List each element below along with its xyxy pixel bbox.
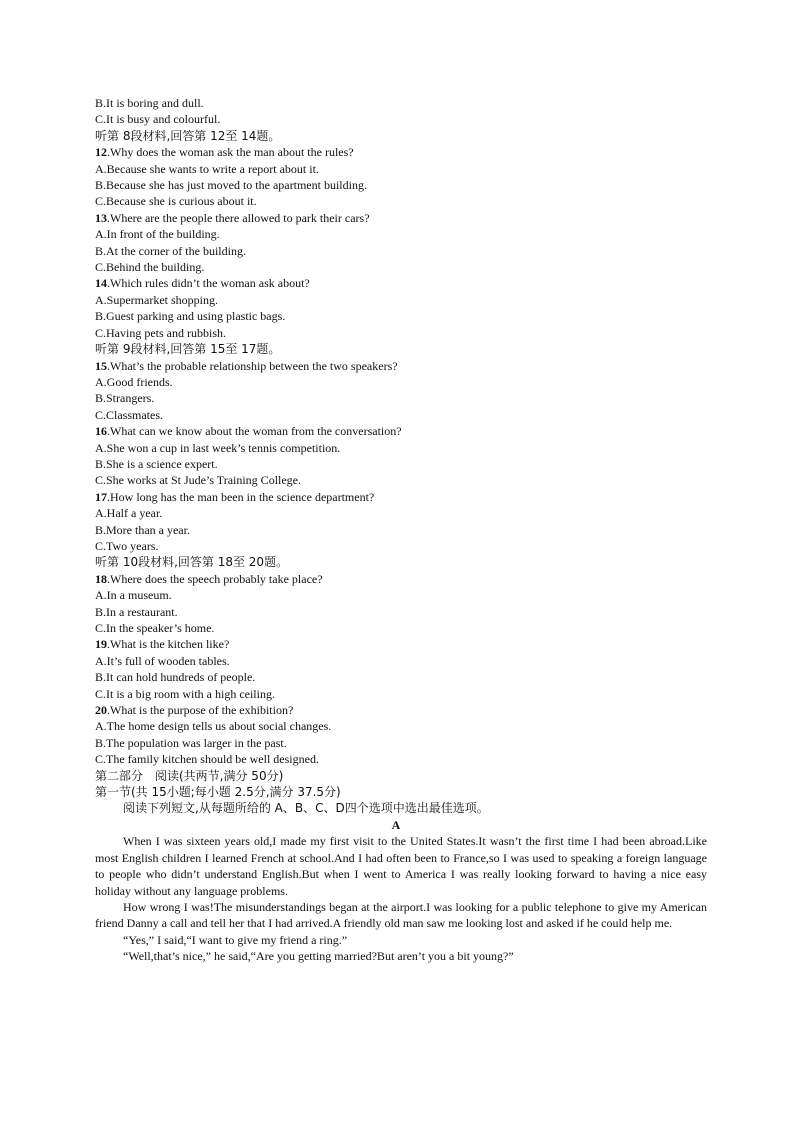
question-17	[95, 489, 705, 505]
group-heading: 听第 9段材料,回答第 15至 17题。	[95, 342, 281, 357]
option-line: C.Two years.	[95, 538, 159, 553]
option-line: A.In a museum.	[95, 588, 172, 603]
question-20	[95, 702, 705, 718]
option-line: C.The family kitchen should be well designed.	[95, 752, 319, 767]
option-line: A.Half a year.	[95, 506, 163, 521]
question-number: 12	[95, 145, 107, 160]
question-text: .What is the kitchen like?	[107, 637, 230, 652]
dialogue-line: “Well,that’s nice,” he said,“Are you getting married?But aren’t you a bit young?”	[123, 949, 514, 964]
question-13	[95, 210, 705, 226]
question-text: .Which rules didn’t the woman ask about?	[107, 276, 310, 291]
option-line: A.Good friends.	[95, 374, 173, 389]
option-line: B.The population was larger in the past.	[95, 735, 287, 750]
listening-group-9	[95, 341, 705, 554]
question-text: .What is the purpose of the exhibition?	[107, 703, 294, 718]
listening-group-8	[95, 128, 705, 341]
question-text: .What’s the probable relationship between the two speakers?	[107, 358, 398, 373]
question-text: .What can we know about the woman from the conversation?	[107, 424, 402, 439]
option-line: B.She is a science expert.	[95, 456, 218, 471]
option-line: A.The home design tells us about social changes.	[95, 719, 332, 734]
option-line: C.Having pets and rubbish.	[95, 325, 226, 340]
question-11-continued	[95, 95, 705, 128]
question-text: .How long has the man been in the science department?	[107, 489, 375, 504]
option-line: C.She works at St Jude’s Training College.	[95, 473, 302, 488]
passage-paragraph: When I was sixteen years old,I made my first visit to the United States.It wasn’t the first time I had been abroad.Like most English children I learned French at school.And I had often been to France,so I was used to speaking a foreign language to people who didn’t understand English.But when I went to America I was really looking forward to having a nice easy holiday without any language problems.	[95, 834, 707, 898]
option-line: A.She won a cup in last week’s tennis competition.	[95, 440, 341, 455]
exam-page	[95, 95, 705, 965]
question-16	[95, 423, 705, 439]
option-line: B.Strangers.	[95, 391, 155, 406]
question-number: 13	[95, 210, 107, 225]
option-line: B.Guest parking and using plastic bags.	[95, 309, 286, 324]
section-title: 第一节(共 15小题;每小题 2.5分,满分 37.5分)	[95, 785, 341, 800]
question-number: 15	[95, 358, 107, 373]
option-line: A.It’s full of wooden tables.	[95, 653, 230, 668]
question-18	[95, 571, 705, 587]
option-line: C.It is busy and colourful.	[95, 112, 221, 127]
passage-label: A	[391, 817, 401, 832]
question-number: 14	[95, 276, 107, 291]
dialogue-line: “Yes,” I said,“I want to give my friend a ring.”	[123, 932, 348, 947]
option-line: A.Because she wants to write a report about it.	[95, 161, 319, 176]
option-line: C.In the speaker’s home.	[95, 621, 215, 635]
listening-group-10	[95, 554, 705, 767]
option-line: C.It is a big room with a high ceiling.	[95, 686, 275, 701]
question-text: .Why does the woman ask the man about the rules?	[107, 145, 354, 160]
passage-paragraph: How wrong I was!The misunderstandings began at the airport.I was looking for a public telephone to give my American friend Danny a call and tell her that I had arrived.A friendly old man saw me looking lost and asked if he could help me.	[95, 899, 707, 931]
part-title: 第二部分 阅读(共两节,满分 50分)	[95, 768, 284, 783]
question-15	[95, 358, 705, 374]
option-line: B.At the corner of the building.	[95, 243, 246, 258]
option-line: C.Because she is curious about it.	[95, 194, 257, 209]
question-text: .Where are the people there allowed to park their cars?	[107, 210, 370, 225]
option-line: C.Classmates.	[95, 407, 163, 422]
question-number: 17	[95, 489, 107, 504]
question-text: .Where does the speech probably take place?	[107, 571, 323, 586]
question-number: 19	[95, 637, 107, 652]
option-line: A.In front of the building.	[95, 227, 220, 242]
option-line: B.In a restaurant.	[95, 604, 178, 619]
question-number: 18	[95, 571, 107, 586]
option-line: B.It is boring and dull.	[95, 96, 204, 110]
question-14	[95, 275, 705, 291]
question-19	[95, 636, 705, 652]
option-line: A.Supermarket shopping.	[95, 292, 218, 307]
option-line: B.More than a year.	[95, 522, 190, 537]
group-heading: 听第 10段材料,回答第 18至 20题。	[95, 555, 289, 570]
option-line: B.It can hold hundreds of people.	[95, 670, 256, 685]
group-heading: 听第 8段材料,回答第 12至 14题。	[95, 128, 281, 143]
instruction: 阅读下列短文,从每题所给的 A、B、C、D四个选项中选出最佳选项。	[123, 801, 489, 816]
option-line: C.Behind the building.	[95, 260, 205, 275]
option-line: B.Because she has just moved to the apartment building.	[95, 178, 367, 193]
question-number: 20	[95, 703, 107, 718]
reading-part	[95, 768, 705, 965]
question-12	[95, 144, 705, 160]
question-number: 16	[95, 424, 107, 439]
